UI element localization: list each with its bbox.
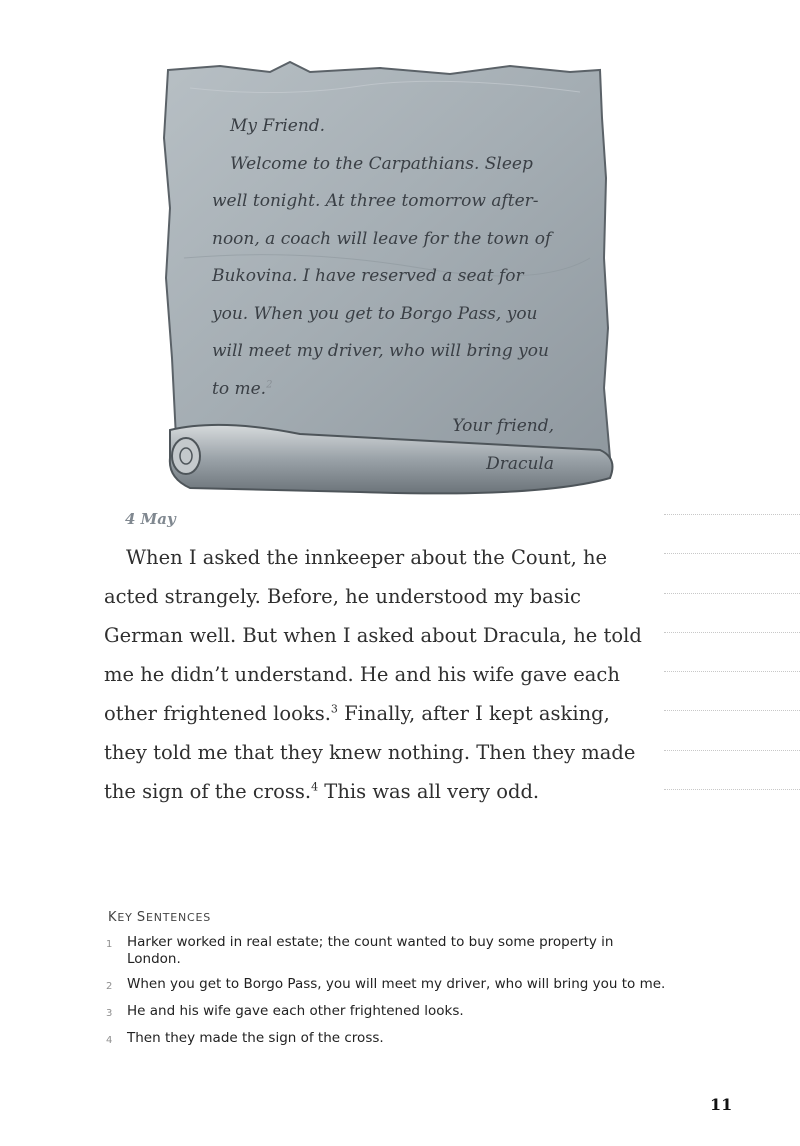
note-line [664, 671, 800, 672]
margin-note-lines [664, 514, 800, 828]
note-line [664, 553, 800, 554]
note-line [664, 789, 800, 790]
footnote-ref: 2 [266, 378, 273, 390]
letter-line: well tonight. At three tomorrow after- [212, 191, 539, 211]
footnote-ref: 4 [311, 780, 319, 794]
letter-text [212, 108, 560, 483]
note-line [664, 750, 800, 751]
key-sentences-heading: KEY SENTENCES [108, 910, 212, 925]
item-number: 3 [106, 1008, 113, 1019]
letter-line: to me. [212, 378, 267, 399]
diary-date: 4 May [125, 510, 176, 528]
letter-signature: Dracula [486, 453, 554, 474]
letter-signoff: Your friend, [452, 416, 554, 436]
key-sentences-list [106, 934, 666, 1057]
letter-line: will meet my driver, who will bring you [212, 341, 549, 361]
page-number: 11 [710, 1095, 733, 1114]
note-line [664, 710, 800, 711]
paragraph-text: When I asked the innkeeper about the Count, he acted strangely. Before, he understood my basic German well. But when I asked about Dracula, he told me he didn’t understand. He and his wife gave each other frightened looks. [104, 546, 642, 725]
paragraph-text: Finally, after I kept asking, they told me that they knew nothing. Then they made the sign of the cross. [104, 702, 636, 803]
item-number: 2 [106, 981, 113, 992]
item-text: He and his wife gave each other frightened looks. [127, 1003, 464, 1019]
list-item [106, 976, 666, 995]
list-item [106, 1003, 666, 1022]
list-item [106, 934, 666, 968]
footnote-ref: 3 [330, 702, 338, 716]
diary-entry [104, 538, 644, 811]
item-number: 4 [106, 1035, 113, 1046]
item-text: Then they made the sign of the cross. [127, 1030, 384, 1046]
note-line [664, 632, 800, 633]
list-item [106, 1030, 666, 1049]
letter-greeting: My Friend. [230, 116, 326, 136]
diary-paragraph [104, 538, 644, 811]
item-text: Harker worked in real estate; the count wanted to buy some property in London. [127, 934, 614, 967]
letter-line: Bukovina. I have reserved a seat for [212, 266, 524, 286]
item-number: 1 [106, 939, 113, 950]
note-line [664, 593, 800, 594]
item-text: When you get to Borgo Pass, you will meet my driver, who will bring you to me. [127, 976, 666, 992]
letter-line: you. When you get to Borgo Pass, you [212, 303, 538, 324]
paragraph-text: This was all very odd. [318, 780, 540, 803]
letter-line: Welcome to the Carpathians. Sleep [230, 153, 533, 174]
parchment-scroll [160, 58, 620, 503]
letter-line: noon, a coach will leave for the town of [212, 228, 552, 249]
note-line [664, 514, 800, 515]
